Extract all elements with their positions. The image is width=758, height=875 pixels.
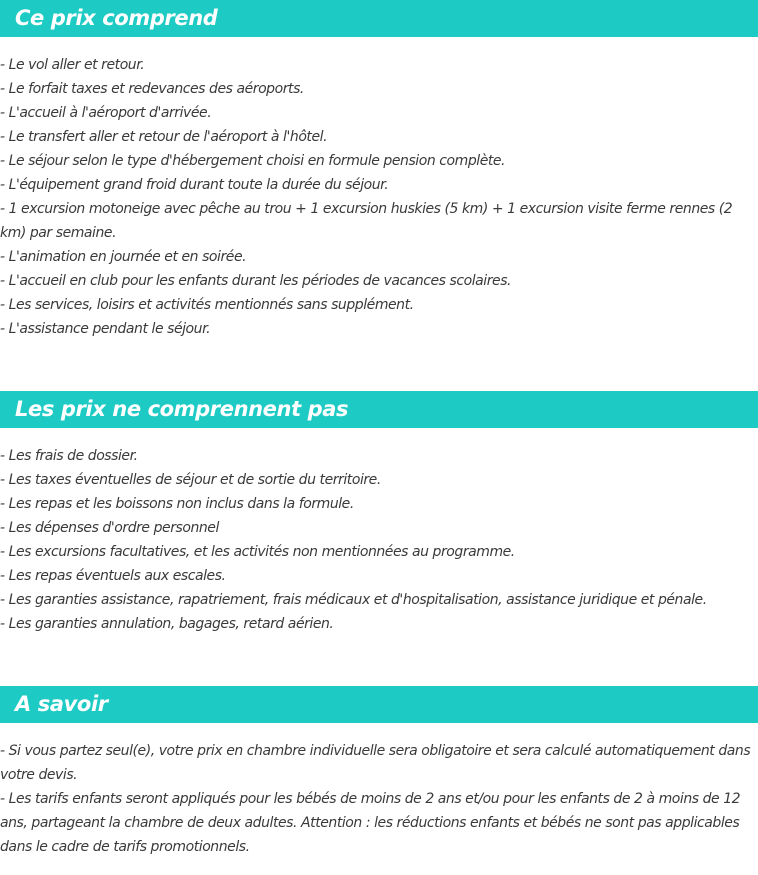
section-price-excludes (0, 391, 758, 636)
list-item: - Le forfait taxes et redevances des aéroports. (0, 81, 304, 97)
list-item: - Les tarifs enfants seront appliqués pour les bébés de moins de 2 ans et/ou pour les enfants de 2 à moins de 12 ans, partageant la chambre de deux adultes. Attention : les réductions enfants et bébés ne sont pas applicables dans le cadre de tarifs promotionnels. (0, 791, 741, 855)
list-item: - L'équipement grand froid durant toute la durée du séjour. (0, 177, 389, 193)
list-item: - L'accueil à l'aéroport d'arrivée. (0, 105, 212, 121)
list-item: - L'assistance pendant le séjour. (0, 321, 211, 337)
list-item: - Les frais de dossier. (0, 448, 138, 464)
section-header (0, 391, 758, 428)
list-item: - Le transfert aller et retour de l'aéroport à l'hôtel. (0, 129, 328, 145)
list-item: - Les garanties assistance, rapatriement, frais médicaux et d'hospitalisation, assistance juridique et pénale. (0, 592, 707, 608)
section-price-includes (0, 0, 758, 341)
list-item: - Les dépenses d'ordre personnel (0, 520, 219, 536)
list-item: - Les excursions facultatives, et les activités non mentionnées au programme. (0, 544, 515, 560)
list-item: - Les taxes éventuelles de séjour et de sortie du territoire. (0, 472, 381, 488)
list-item: - 1 excursion motoneige avec pêche au trou + 1 excursion huskies (5 km) + 1 excursion visite ferme rennes (2 km) par semaine. (0, 201, 733, 241)
excluded-list (0, 428, 758, 636)
list-item: - L'animation en journée et en soirée. (0, 249, 247, 265)
included-list (0, 37, 758, 341)
section-title: Ce prix comprend (15, 6, 218, 30)
list-item: - Si vous partez seul(e), votre prix en chambre individuelle sera obligatoire et sera calculé automatiquement dans votre devis. (0, 743, 751, 783)
section-title: A savoir (15, 692, 108, 716)
list-item: - Les services, loisirs et activités mentionnés sans supplément. (0, 297, 414, 313)
info-list (0, 723, 758, 859)
list-item: - Les repas éventuels aux escales. (0, 568, 226, 584)
section-header (0, 686, 758, 723)
section-good-to-know (0, 686, 758, 859)
section-header (0, 0, 758, 37)
list-item: - Les repas et les boissons non inclus dans la formule. (0, 496, 354, 512)
list-item: - Le séjour selon le type d'hébergement choisi en formule pension complète. (0, 153, 506, 169)
list-item: - L'accueil en club pour les enfants durant les périodes de vacances scolaires. (0, 273, 512, 289)
section-title: Les prix ne comprennent pas (15, 397, 349, 421)
list-item: - Les garanties annulation, bagages, retard aérien. (0, 616, 334, 632)
list-item: - Le vol aller et retour. (0, 57, 145, 73)
